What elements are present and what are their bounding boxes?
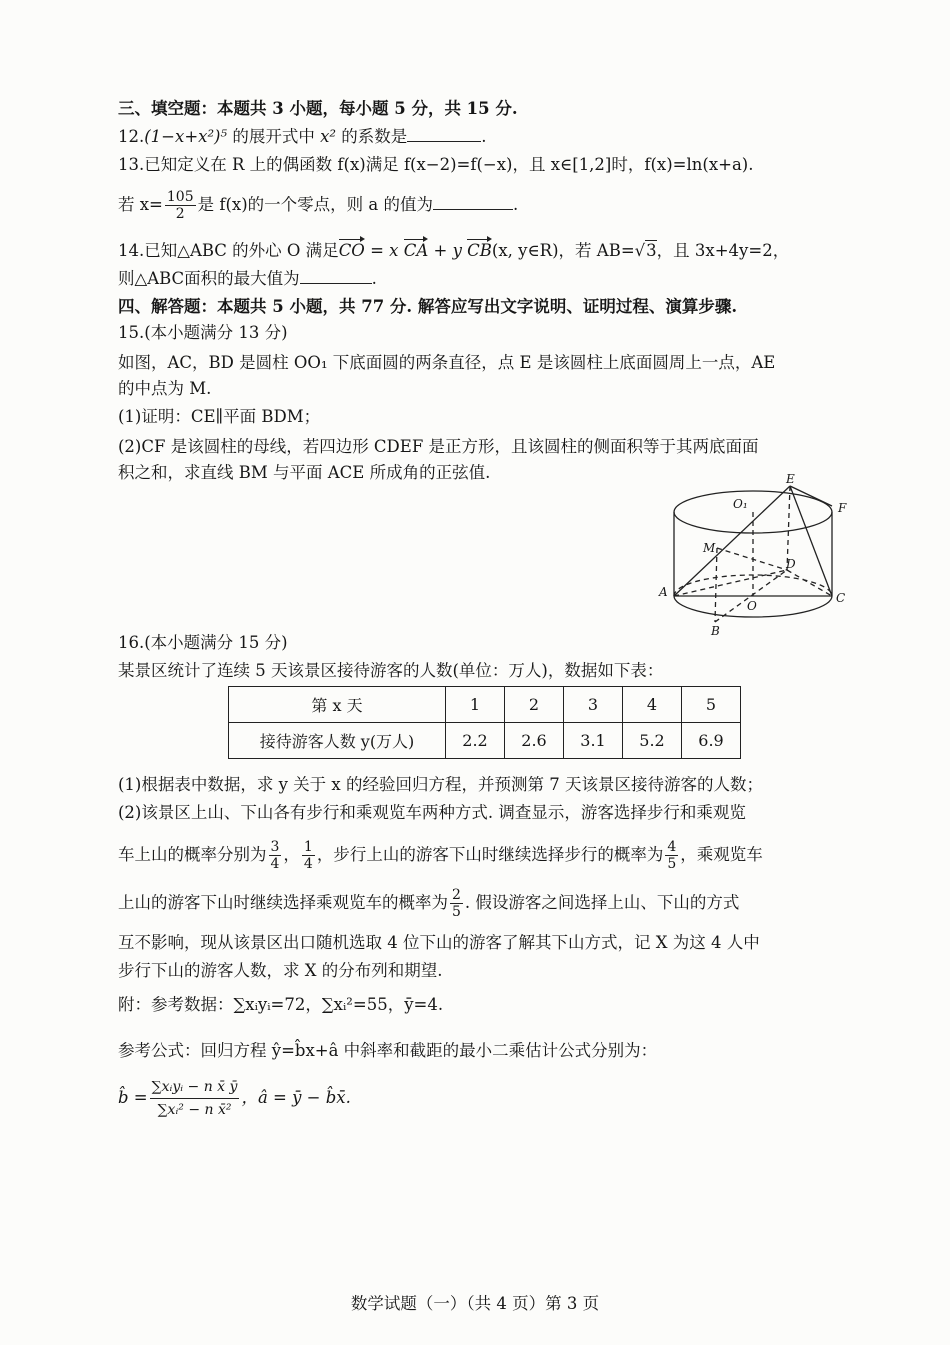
- label-o: O: [747, 599, 757, 613]
- edge-ea: [674, 486, 790, 596]
- fraction-three-quarters: [269, 839, 282, 872]
- segment-mb: [715, 548, 717, 622]
- table-cell: 2.2: [446, 723, 505, 759]
- formula-b-hat: b̂ =: [118, 1088, 148, 1107]
- segment-dc: [787, 570, 832, 596]
- q12-tail: 的系数是: [341, 127, 408, 146]
- question-14-line1: 14.已知△ABC 的外心 O 满足CO = x CA + y CB(x, y∈R)，若 AB=√3，且 3x+4y=2，: [118, 241, 790, 260]
- frac-den: 5: [452, 904, 461, 920]
- frac-num: 2: [452, 887, 461, 903]
- q14-vector-cb: CB: [467, 241, 492, 260]
- q15-line3: (1)证明：CE∥平面 BDM；: [118, 407, 321, 426]
- q14-line2: 则△ABC面积的最大值为: [118, 269, 300, 288]
- label-a: A: [659, 585, 668, 599]
- q15-line1: 如图，AC，BD 是圆柱 OO₁ 下底面圆的两条直径，点 E 是该圆柱上底面圆周上一点，AE: [118, 353, 776, 372]
- q16-part2-line2: [118, 836, 763, 874]
- frac-num: 3: [270, 839, 280, 855]
- q15-number: 15.: [118, 323, 145, 342]
- q16-intro: 某景区统计了连续 5 天该景区接待游客的人数(单位：万人)，数据如下表：: [118, 661, 664, 680]
- q15-line5: 积之和，求直线 BM 与平面 ACE 所成角的正弦值.: [118, 463, 491, 482]
- table-cell: 3: [564, 687, 623, 723]
- label-e: E: [786, 472, 795, 486]
- table-cell: 5: [682, 687, 741, 723]
- label-c: C: [836, 591, 846, 605]
- q14-post-a: (x, y∈R)，若 AB=: [491, 241, 635, 260]
- q13-pre: 若 x=: [118, 195, 163, 214]
- label-f: F: [838, 501, 847, 515]
- table-header-visitors: 接待游客人数 y(万人): [229, 723, 446, 759]
- q14-vector-co: CO: [338, 241, 365, 260]
- q13-fraction: [165, 189, 196, 222]
- table-cell: 2: [505, 687, 564, 723]
- question-14-line2: 则△ABC面积的最大值为 .: [118, 269, 377, 288]
- table-cell: 1: [446, 687, 505, 723]
- visitor-table: [228, 686, 741, 759]
- q14-post-b: ，且 3x+4y=2，: [656, 241, 790, 260]
- q13-number: 13.: [118, 155, 145, 174]
- q16-part1: (1)根据表中数据，求 y 关于 x 的经验回归方程，并预测第 7 天该景区接待游客的人数；: [118, 775, 763, 794]
- q12-text: 的展开式中: [232, 127, 315, 146]
- q16-score: (本小题满分 15 分): [144, 633, 288, 652]
- q12-number: 12.: [118, 127, 145, 146]
- q13-frac-num: 105: [166, 189, 194, 205]
- q16-p2b-pre: 车上山的概率分别为: [118, 845, 267, 864]
- q16-comma: ，: [283, 845, 300, 864]
- question-12: 12.(1−x+x²)⁵ 的展开式中 x² 的系数是 .: [118, 127, 487, 146]
- q15-line4: (2)CF 是该圆柱的母线，若四边形 CDEF 是正方形，且该圆柱的侧面积等于其两底面面: [118, 437, 759, 456]
- label-b: B: [711, 624, 720, 638]
- label-o1: O₁: [733, 497, 748, 511]
- table-cell: 6.9: [682, 723, 741, 759]
- label-d: D: [786, 557, 796, 571]
- q16-p2b-mid: ，步行上山的游客下山时继续选择步行的概率为: [316, 845, 664, 864]
- q16-reference-formula: 参考公式：回归方程 ŷ=b̂x+â 中斜率和截距的最小二乘估计公式分别为：: [118, 1041, 658, 1060]
- q15-line2: 的中点为 M.: [118, 379, 212, 398]
- frac-den: 4: [270, 856, 280, 872]
- section4-heading: 四、解答题：本题共 5 小题，共 77 分. 解答应写出文字说明、证明过程、演算步骤.: [118, 297, 738, 316]
- q16-part2-line5: 步行下山的游客人数，求 X 的分布列和期望.: [118, 961, 443, 980]
- question-13-line2: 若 x= $\frac{105}{2}$ 是 f(x)的一个零点，则 a 的值为 .: [118, 189, 519, 222]
- q16-p2c-pre: 上山的游客下山时继续选择乘观览车的概率为: [118, 893, 448, 912]
- q14-pre: 已知△ABC 的外心 O 满足: [144, 241, 339, 260]
- formula-numerator: ∑xᵢyᵢ − n x̄ ȳ: [150, 1076, 240, 1099]
- frac-den: 4: [303, 856, 313, 872]
- frac-den: 5: [667, 856, 677, 872]
- formula-fraction: [150, 1076, 240, 1121]
- q16-p2b-post: ，乘观览车: [680, 845, 763, 864]
- question-15-header: [118, 322, 288, 344]
- fraction-one-quarter: [302, 839, 315, 872]
- formula-a-hat: ，â = ȳ − b̂x̄.: [241, 1088, 351, 1107]
- q16-part2-line1: (2)该景区上山、下山各有步行和乘观览车两种方式. 调查显示，游客选择步行和乘观览: [118, 803, 746, 822]
- table-row: [229, 687, 741, 723]
- q13-post: 是 f(x)的一个零点，则 a 的值为: [197, 195, 433, 214]
- q12-answer-blank: [407, 126, 481, 142]
- frac-num: 4: [667, 839, 677, 855]
- q13-frac-den: 2: [175, 206, 185, 222]
- question-16-header: [118, 632, 288, 654]
- question-13-line1: [118, 154, 753, 176]
- segment-md: [717, 548, 787, 570]
- q15-score: (本小题满分 13 分): [144, 323, 288, 342]
- q16-part2-line3: [118, 884, 739, 922]
- section3-heading: 三、填空题：本题共 3 小题，每小题 5 分，共 15 分.: [118, 99, 518, 118]
- q14-answer-blank: [300, 268, 372, 284]
- cylinder-figure: [655, 472, 855, 642]
- formula-denominator: ∑xᵢ² − n x̄²: [157, 1102, 232, 1118]
- q16-reference-data: 附：参考数据：∑xᵢyᵢ=72，∑xᵢ²=55，ȳ=4.: [118, 995, 444, 1014]
- table-row: [229, 723, 741, 759]
- q14-eq: = x: [364, 241, 404, 260]
- fraction-four-fifths: [665, 839, 678, 872]
- q12-term: x²: [320, 127, 337, 146]
- q14-number: 14.: [118, 241, 145, 260]
- table-cell: 3.1: [564, 723, 623, 759]
- table-cell: 4: [623, 687, 682, 723]
- fraction-two-fifths: [450, 887, 463, 920]
- q14-root: 3: [646, 241, 657, 260]
- q16-p2c-post: . 假设游客之间选择上山、下山的方式: [464, 893, 740, 912]
- q13-line1-text: 已知定义在 R 上的偶函数 f(x)满足 f(x−2)=f(−x)，且 x∈[1,2]时，f(x)=ln(x+a).: [144, 155, 754, 174]
- q12-expression: (1−x+x²)⁵: [144, 127, 228, 146]
- page-footer: 数学试题（一）（共 4 页）第 3 页: [350, 1294, 600, 1313]
- q16-part2-line4: 互不影响，现从该景区出口随机选取 4 位下山的游客了解其下山方式，记 X 为这 4 人中: [118, 933, 760, 952]
- q16-slope-formula: [118, 1076, 351, 1121]
- q16-number: 16.: [118, 633, 145, 652]
- q14-plus: + y: [428, 241, 468, 260]
- table-cell: 2.6: [505, 723, 564, 759]
- frac-num: 1: [303, 839, 313, 855]
- table-header-day: 第 x 天: [229, 687, 446, 723]
- table-cell: 5.2: [623, 723, 682, 759]
- q13-answer-blank: [433, 194, 513, 210]
- label-m: M: [703, 541, 716, 555]
- q14-vector-ca: CA: [403, 241, 429, 260]
